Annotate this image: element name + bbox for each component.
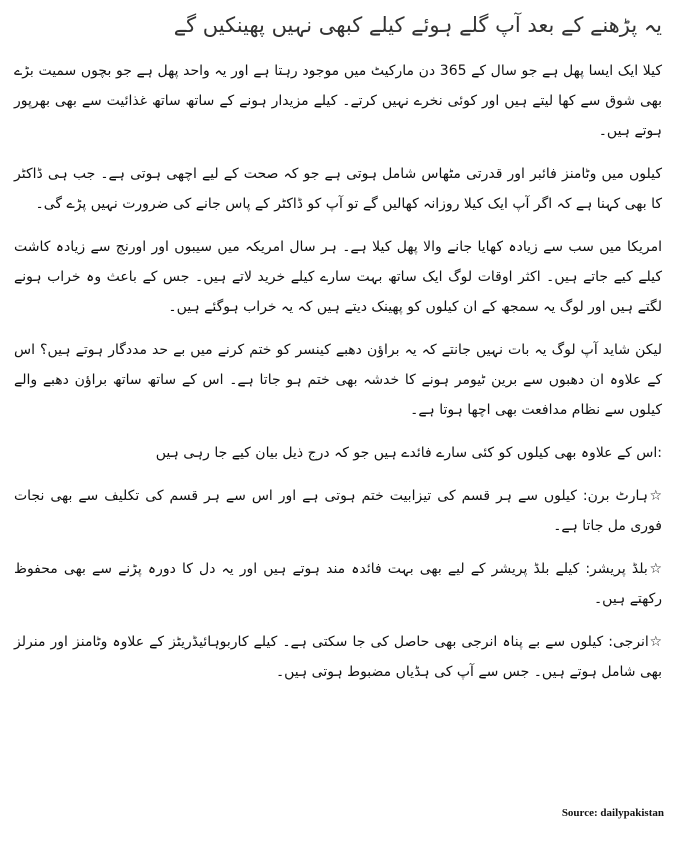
paragraph-energy: ☆انرجی: کیلوں سے بے پناہ انرجی بھی حاصل کی جا سکتی ہے۔ کیلے کاربوہائیڈریٹز کے علاوہ وٹامنز اور منرلز بھی شامل ہوتے ہیں۔ جس سے آپ کی ہڈیاں مضبوط ہوتی ہیں۔ <box>14 634 662 680</box>
paragraph-heartburn: ☆ہارٹ برن: کیلوں سے ہر قسم کی تیزابیت ختم ہوتی ہے اور اس سے ہر قسم کی تکلیف سے بھی نجات فوری مل جاتا ہے۔ <box>14 488 662 534</box>
source-credit: Source: dailypakistan <box>561 807 664 819</box>
paragraph-blood-pressure: ☆بلڈ پریشر: کیلے بلڈ پریشر کے لیے بھی بہت فائدہ مند ہوتے ہیں اور یہ دل کا دورہ پڑنے سے بھی محفوظ رکھتے ہیں۔ <box>14 561 662 607</box>
paragraph-intro: کیلا ایک ایسا پھل ہے جو سال کے 365 دن مارکیٹ میں موجود رہتا ہے اور یہ واحد پھل ہے جو بچوں سمیت بڑے بھی شوق سے کھا لیتے ہیں اور کوئی نخرے نہیں کرتے۔ کیلے مزیدار ہونے کے ساتھ ساتھ غذائیت سے بھی بھرپور ہوتے ہیں۔ <box>14 63 662 139</box>
paragraph-benefits-intro: :اس کے علاوہ بھی کیلوں کو کئی سارے فائدے ہیں جو کہ درج ذیل بیان کیے جا رہی ہیں <box>155 445 662 461</box>
article-title: یہ پڑھنے کے بعد آپ گلے ہوئے کیلے کبھی نہیں پھینکیں گے <box>173 13 662 37</box>
paragraph-nutrition: کیلوں میں وٹامنز فائبر اور قدرتی مٹھاس شامل ہوتی ہے جو کہ صحت کے لیے اچھی ہوتی ہے۔ جب ہی ڈاکٹر کا بھی کہنا ہے کہ اگر آپ ایک کیلا روزانہ کھالیں گے تو آپ کو ڈاکٹر کے پاس جانے کی ضرورت نہیں پڑے گی۔ <box>14 166 662 212</box>
paragraph-brown-spots: لیکن شاید آپ لوگ یہ بات نہیں جانتے کہ یہ براؤن دھبے کینسر کو ختم کرنے میں بے حد مددگار ہوتے ہیں؟ اس کے علاوہ ان دھبوں سے برین ٹیومر ہونے کا خدشہ بھی ختم ہو جاتا ہے۔ اس کے ساتھ ساتھ براؤن دھبے والے کیلوں سے نظام مدافعت بھی اچھا ہوتا ہے۔ <box>14 342 662 418</box>
paragraph-america: امریکا میں سب سے زیادہ کھایا جانے والا پھل کیلا ہے۔ ہر سال امریکہ میں سیبوں اور اورنج سے زیادہ کاشت کیلے کیے جاتے ہیں۔ اکثر اوقات لوگ ایک ساتھ بہت سارے کیلے خرید لاتے ہیں۔ جس کے باعث وہ خراب ہونے لگتے ہیں اور لوگ یہ سمجھ کے ان کیلوں کو پھینک دیتے ہیں کہ یہ خراب ہوگئے ہیں۔ <box>14 239 662 315</box>
